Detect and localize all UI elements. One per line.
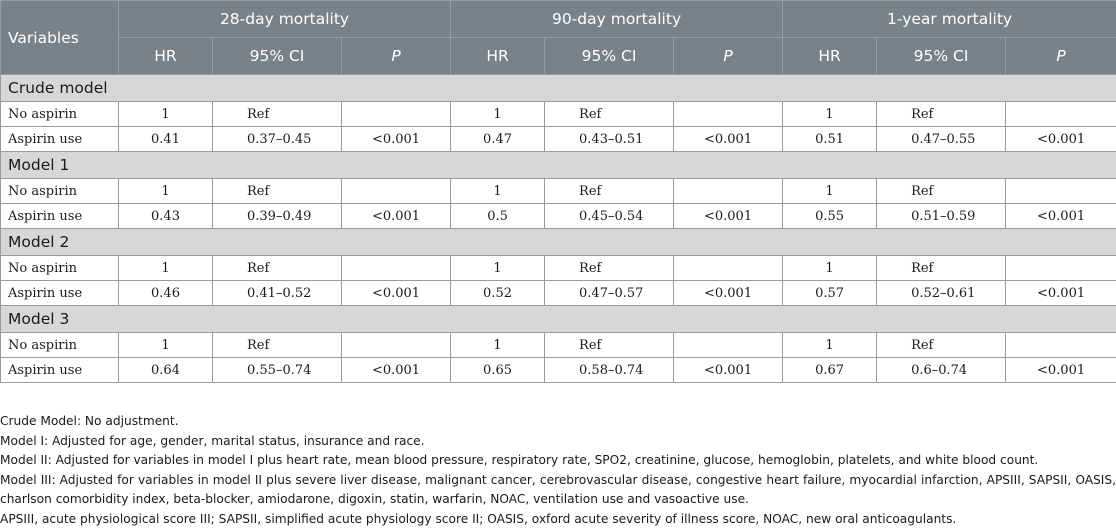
hr-cell: 0.47 [451,127,545,152]
footnote-model-1: Model I: Adjusted for age, gender, marital status, insurance and race. [0,433,425,448]
ci-cell: 0.45–0.54 [545,204,674,229]
hr-cell: 0.5 [451,204,545,229]
p-header: P [342,38,451,75]
ci-cell: Ref [213,333,342,358]
row-label: Aspirin use [1,127,119,152]
table-row [1,102,1116,127]
section-title: Model 2 [1,229,1116,256]
ci-cell: 0.43–0.51 [545,127,674,152]
ci-cell: Ref [213,256,342,281]
p-cell: <0.001 [674,358,783,383]
hr-cell: 0.67 [783,358,877,383]
ci-cell: 0.55–0.74 [213,358,342,383]
ci-cell: Ref [877,179,1006,204]
table-row [1,256,1116,281]
section-row [1,75,1116,102]
hr-cell: 0.65 [451,358,545,383]
p-cell [674,256,783,281]
p-cell [674,333,783,358]
p-cell [1006,333,1116,358]
hr-cell: 0.57 [783,281,877,306]
row-label: Aspirin use [1,281,119,306]
hr-cell: 0.46 [119,281,213,306]
ci-cell: Ref [213,179,342,204]
p-cell: <0.001 [1006,281,1116,306]
section-row [1,152,1116,179]
hr-cell: 1 [119,179,213,204]
section-row [1,306,1116,333]
p-header: P [674,38,783,75]
hr-cell: 1 [451,333,545,358]
p-cell [1006,256,1116,281]
hr-cell: 1 [451,102,545,127]
row-label: Aspirin use [1,204,119,229]
section-title: Crude model [1,75,1116,102]
p-cell: <0.001 [1006,127,1116,152]
p-cell: <0.001 [1006,204,1116,229]
section-title: Model 3 [1,306,1116,333]
hr-cell: 1 [783,179,877,204]
ci-cell: 0.39–0.49 [213,204,342,229]
row-label: No aspirin [1,333,119,358]
ci-cell: Ref [877,333,1006,358]
hr-cell: 1 [783,333,877,358]
ci-cell: 0.58–0.74 [545,358,674,383]
variables-header: Variables [1,1,119,75]
hr-cell: 0.55 [783,204,877,229]
hr-cell: 0.64 [119,358,213,383]
footnote-crude: Crude Model: No adjustment. [0,414,179,428]
p-cell [342,256,451,281]
group-header-1-year: 1-year mortality [783,1,1116,38]
footnote-model-2: Model II: Adjusted for variables in model I plus heart rate, mean blood pressure, respiratory rate, SPO2, creatinine, glucose, hemoglobin, platelets, and white blood count. [0,453,1039,467]
p-cell: <0.001 [342,127,451,152]
p-cell: <0.001 [1006,358,1116,383]
p-cell: <0.001 [342,204,451,229]
hr-cell: 0.52 [451,281,545,306]
hr-cell: 0.43 [119,204,213,229]
section-title: Model 1 [1,152,1116,179]
hr-cell: 0.41 [119,127,213,152]
row-label: No aspirin [1,102,119,127]
p-cell [1006,102,1116,127]
ci-header: 95% CI [877,38,1006,75]
hr-cell: 1 [119,333,213,358]
hr-header: HR [783,38,877,75]
hr-header: HR [119,38,213,75]
ci-cell: Ref [877,102,1006,127]
row-label: Aspirin use [1,358,119,383]
table-body [1,1,1116,383]
p-cell: <0.001 [342,358,451,383]
hr-cell: 1 [119,102,213,127]
ci-cell: Ref [545,179,674,204]
ci-cell: 0.52–0.61 [877,281,1006,306]
section-row [1,229,1116,256]
p-cell [342,102,451,127]
row-label: No aspirin [1,256,119,281]
ci-cell: 0.37–0.45 [213,127,342,152]
row-label: No aspirin [1,179,119,204]
header-row-groups [1,1,1116,38]
p-cell [342,333,451,358]
hr-cell: 1 [783,256,877,281]
hr-cell: 1 [451,256,545,281]
ci-cell: 0.41–0.52 [213,281,342,306]
hr-cell: 1 [783,102,877,127]
ci-cell: Ref [545,256,674,281]
ci-cell: Ref [213,102,342,127]
header-row-subcols [1,38,1116,75]
footnotes [0,412,1116,529]
table-row [1,358,1116,383]
footnote-abbreviations: APSIII, acute physiological score III; SAPSII, simplified acute physiology score II; OASIS, oxford acute severity of illness score, NOAC, new oral anticoagulants. [0,511,957,526]
table-row [1,179,1116,204]
table-row [1,333,1116,358]
table-row [1,281,1116,306]
ci-cell: Ref [877,256,1006,281]
hr-cell: 1 [119,256,213,281]
ci-cell: 0.6–0.74 [877,358,1006,383]
footnote-model-3: Model III: Adjusted for variables in model II plus severe liver disease, malignant cancer, cerebrovascular disease, congestive heart failure, myocardial infarction, APSIII, SAPSII, OASIS, charlson comorbidity index, beta-blocker, amiodarone, digoxin, statin, warfarin, NOAC, ventilation use and vasoactive use. [0,472,1116,506]
p-cell [1006,179,1116,204]
p-cell: <0.001 [674,204,783,229]
hr-header: HR [451,38,545,75]
ci-header: 95% CI [545,38,674,75]
ci-header: 95% CI [213,38,342,75]
p-cell: <0.001 [342,281,451,306]
table-row [1,204,1116,229]
group-header-90-day: 90-day mortality [451,1,783,38]
ci-cell: 0.47–0.57 [545,281,674,306]
group-header-28-day: 28-day mortality [119,1,451,38]
p-cell: <0.001 [674,281,783,306]
p-cell: <0.001 [674,127,783,152]
hr-cell: 0.51 [783,127,877,152]
table-row [1,127,1116,152]
ci-cell: Ref [545,102,674,127]
p-cell [342,179,451,204]
ci-cell: 0.51–0.59 [877,204,1006,229]
p-cell [674,179,783,204]
ci-cell: Ref [545,333,674,358]
ci-cell: 0.47–0.55 [877,127,1006,152]
p-cell [674,102,783,127]
hr-cell: 1 [451,179,545,204]
p-header: P [1006,38,1116,75]
